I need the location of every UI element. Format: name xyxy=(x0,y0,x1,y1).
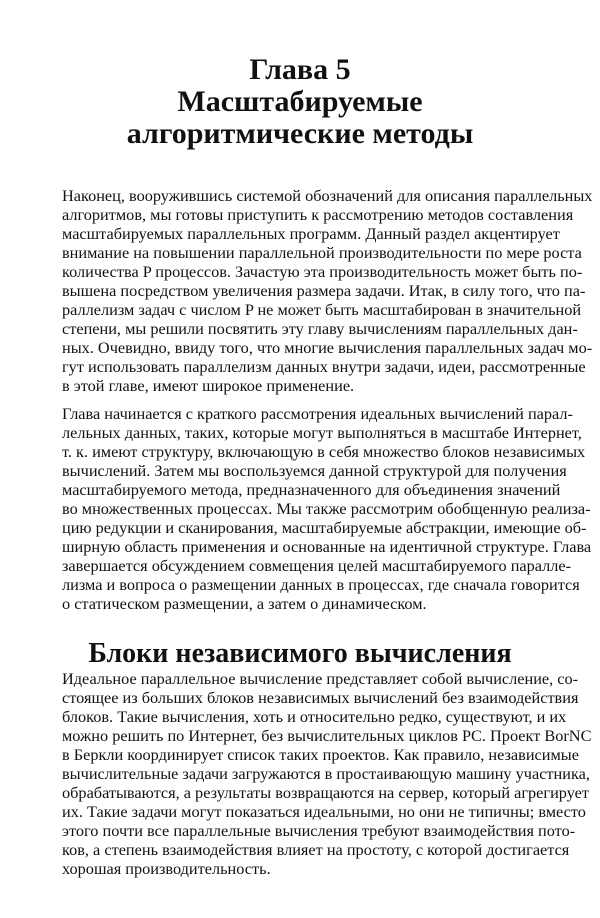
text-line: в Беркли координирует список таких проектов. Как правило, независимые xyxy=(62,745,579,764)
chapter-number: Глава 5 xyxy=(249,53,351,86)
text-line: можно решить по Интернет, без вычислительных циклов PC. Проект BorNC xyxy=(62,726,592,745)
chapter-heading xyxy=(0,54,600,150)
text-line: завершается обсуждением совмещения целей масштабируемого паралле- xyxy=(62,556,572,575)
text-line: цию редукции и сканирования, масштабируемые абстракции, имеющие об- xyxy=(62,518,587,537)
text-line: в этой главе, имеют широкое применение. xyxy=(62,376,355,395)
text-line: алгоритмов, мы готовы приступить к рассмотрению методов составления xyxy=(62,205,574,224)
text-line: стоящее из больших блоков независимых вычислений без взаимодействия xyxy=(62,688,579,707)
text-line: гут использовать параллелизм данных внутри задачи, идеи, рассмотренные xyxy=(62,357,586,376)
text-line: обрабатываются, а результаты возвращаются на сервер, который агрегирует xyxy=(62,783,589,802)
chapter-title-line: Масштабируемые xyxy=(177,85,423,118)
text-line: лельных данных, таких, которые могут выполняться в масштабе Интернет, xyxy=(62,423,582,442)
text-line: этого почти все параллельные вычисления требуют взаимодействия пото- xyxy=(62,821,576,840)
text-line: масштабируемого метода, предназначенного для объединения значений xyxy=(62,480,561,499)
text-line: Идеальное параллельное вычисление представляет собой вычисление, со- xyxy=(62,669,579,688)
text-line: блоков. Такие вычисления, хоть и относительно редко, существуют, и их xyxy=(62,707,567,726)
chapter-title-line: алгоритмические методы xyxy=(126,117,474,150)
text-line: степени, мы решили посвятить эту главу вычислениям параллельных дан- xyxy=(62,319,578,338)
text-line: хорошая производительность. xyxy=(62,859,271,878)
text-line: их. Такие задачи могут показаться идеальными, но они не типичны; вместо xyxy=(62,802,586,821)
text-line: во множественных процессах. Мы также рассмотрим обобщенную реализа- xyxy=(62,499,591,518)
text-line: Глава начинается с краткого рассмотрения идеальных вычислений парал- xyxy=(62,404,573,423)
text-line: Наконец, вооружившись системой обозначений для описания параллельных xyxy=(62,186,593,205)
text-line: внимание на повышении параллельной производительности по мере роста xyxy=(62,243,582,262)
text-line: раллелизм задач с числом P не может быть масштабирован в значительной xyxy=(62,300,582,319)
paragraph-overview xyxy=(62,404,592,613)
paragraph-section-body xyxy=(62,669,592,878)
text-line: вычислительные задачи загружаются в простаивающую машину участника, xyxy=(62,764,590,783)
text-line: лизма и вопроса о размещении данных в процессах, где сначала говорится xyxy=(62,575,580,594)
text-line: вычислений. Затем мы воспользуемся данной структурой для получения xyxy=(62,461,567,480)
text-line: масштабируемых параллельных программ. Данный раздел акцентирует xyxy=(62,224,560,243)
text-line: о статическом размещении, а затем о динамическом. xyxy=(62,594,427,613)
text-line: вышена посредством увеличения размера задачи. Итак, в силу того, что па- xyxy=(62,281,586,300)
text-line: ков, а степень взаимодействия влияет на простоту, с которой достигается xyxy=(62,840,570,859)
paragraph-intro xyxy=(62,186,593,395)
text-line: ширную область применения и основанные на идентичной структуре. Глава xyxy=(62,537,592,556)
section-heading: Блоки независимого вычисления xyxy=(88,638,512,669)
text-line: количества P процессов. Зачастую эта производительность может быть по- xyxy=(62,262,583,281)
text-line: ных. Очевидно, ввиду того, что многие вычисления параллельных задач мо- xyxy=(62,338,593,357)
text-line: т. к. имеют структуру, включающую в себя множество блоков независимых xyxy=(62,442,586,461)
